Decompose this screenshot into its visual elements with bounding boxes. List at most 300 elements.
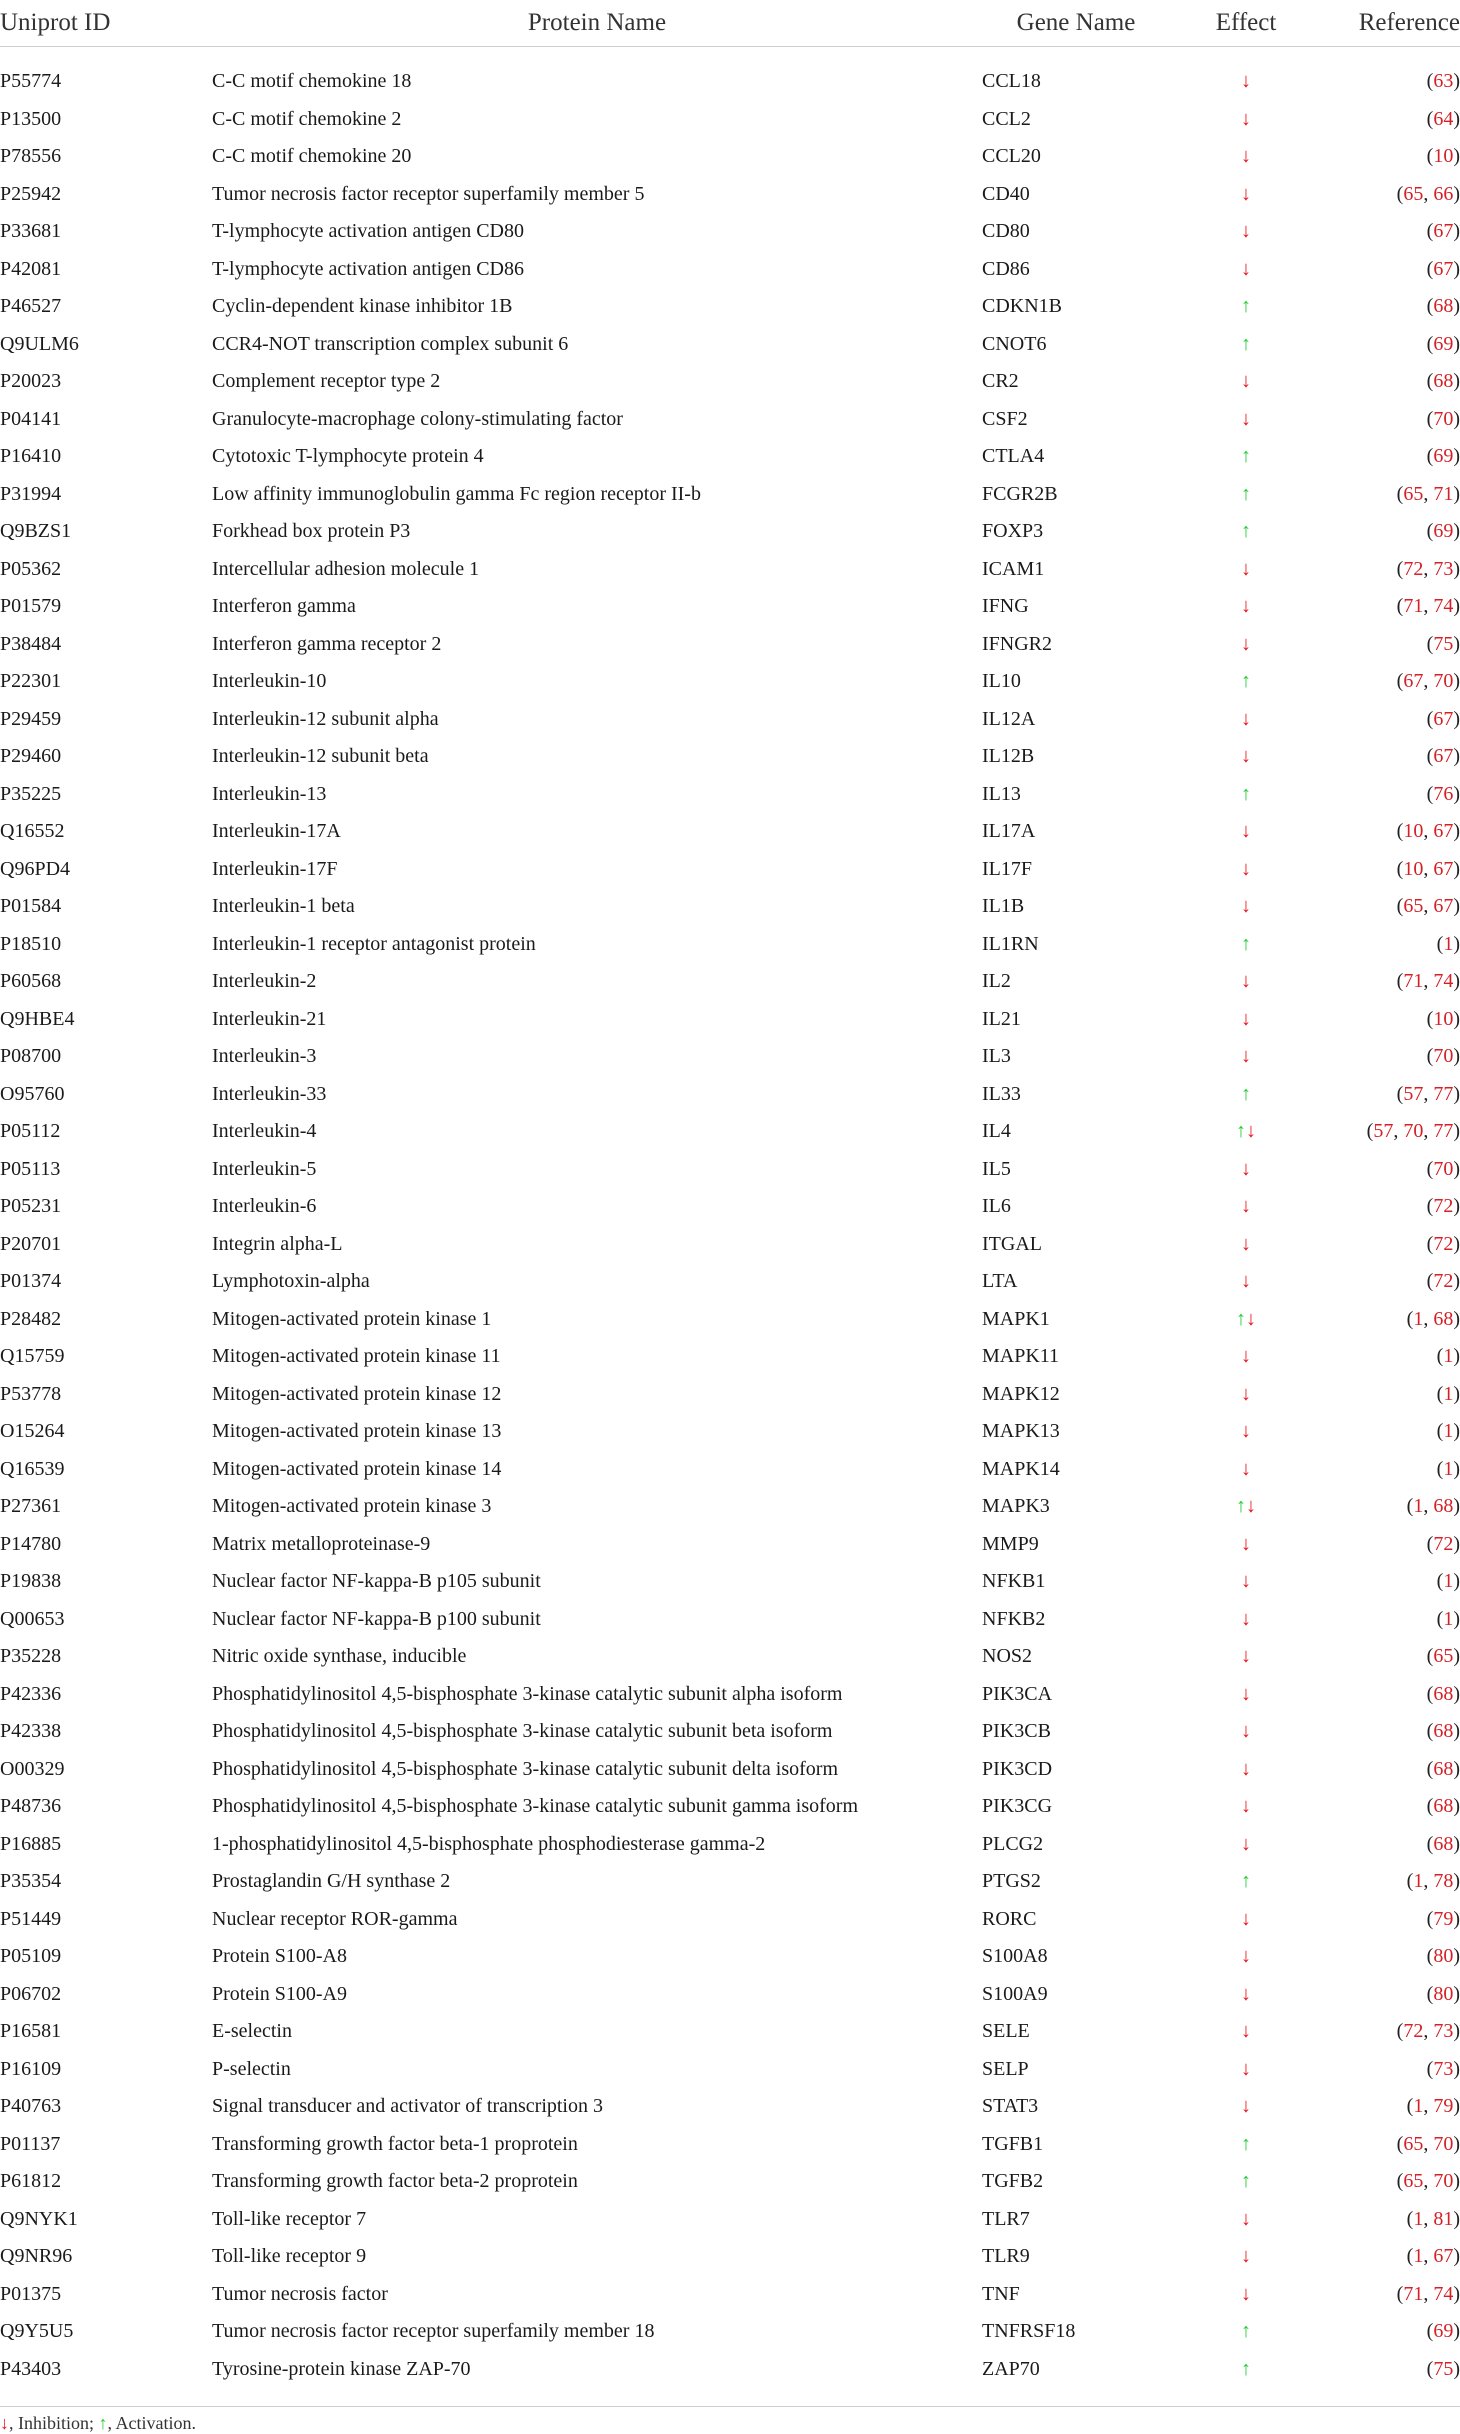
inhibition-arrow-icon: ↓ [1241, 595, 1251, 618]
gene-name-cell: CDKN1B [982, 295, 1063, 318]
inhibition-arrow-icon: ↓ [1241, 1232, 1251, 1255]
uniprot-id-cell: P16410 [0, 445, 62, 468]
reference-link[interactable]: 67 [1433, 857, 1454, 880]
uniprot-id-cell: P35228 [0, 1645, 62, 1668]
reference-cell: (69) [1426, 332, 1460, 355]
reference-link[interactable]: 78 [1433, 1870, 1454, 1893]
header-protein-name: Protein Name [212, 0, 982, 47]
gene-name-cell: MAPK12 [982, 1382, 1060, 1405]
effect-cell [1170, 2201, 1322, 2239]
gene-name-cell: IL3 [982, 1045, 1011, 1068]
reference-link[interactable]: 72 [1433, 1270, 1454, 1293]
reference-cell: (68) [1426, 295, 1460, 318]
table-row [0, 1788, 1460, 1826]
effect-cell [1170, 1301, 1322, 1339]
reference-cell: (65) [1426, 1645, 1460, 1668]
reference-link[interactable]: 71 [1403, 595, 1424, 618]
reference-link[interactable]: 57 [1373, 1120, 1394, 1143]
reference-link[interactable]: 68 [1433, 1682, 1454, 1705]
reference-link[interactable]: 70 [1433, 670, 1454, 693]
inhibition-label: , Inhibition; [9, 2413, 99, 2433]
reference-cell: (1, 68) [1406, 1495, 1460, 1518]
reference-link[interactable]: 65 [1403, 2170, 1424, 2193]
reference-link[interactable]: 1 [1443, 932, 1454, 955]
uniprot-id-cell: P51449 [0, 1907, 62, 1930]
inhibition-arrow-icon: ↓ [1241, 2282, 1251, 2305]
uniprot-id-cell: P01374 [0, 1270, 62, 1293]
uniprot-id-cell: P05109 [0, 1945, 62, 1968]
reference-link[interactable]: 73 [1433, 2057, 1454, 2080]
reference-link[interactable]: 1 [1443, 1382, 1454, 1405]
reference-cell: (76) [1426, 782, 1460, 805]
uniprot-id-cell: Q9NYK1 [0, 2207, 78, 2230]
effect-cell [1170, 926, 1322, 964]
table-row [0, 1901, 1460, 1939]
activation-arrow-icon: ↑ [1241, 332, 1251, 355]
reference-link[interactable]: 67 [1433, 895, 1454, 918]
inhibition-arrow-icon: ↓ [1241, 1720, 1251, 1743]
uniprot-id-cell: P42336 [0, 1682, 62, 1705]
gene-name-cell: MAPK13 [982, 1420, 1060, 1443]
table-row [0, 101, 1460, 139]
effect-cell [1170, 1901, 1322, 1939]
reference-link[interactable]: 65 [1433, 1645, 1454, 1668]
table-row [0, 738, 1460, 776]
uniprot-id-cell: P33681 [0, 220, 62, 243]
protein-name-cell: Phosphatidylinositol 4,5-bisphosphate 3-kinase catalytic subunit alpha isoform [212, 1682, 843, 1705]
gene-name-cell: IL21 [982, 1007, 1021, 1030]
uniprot-id-cell: P16581 [0, 2020, 62, 2043]
reference-link[interactable]: 79 [1433, 1907, 1454, 1930]
reference-link[interactable]: 68 [1433, 295, 1454, 318]
reference-link[interactable]: 71 [1433, 482, 1454, 505]
effect-cell [1170, 1188, 1322, 1226]
gene-name-cell: ICAM1 [982, 557, 1045, 580]
uniprot-id-cell: P40763 [0, 2095, 62, 2118]
uniprot-id-cell: P08700 [0, 1045, 62, 1068]
protein-name-cell: 1-phosphatidylinositol 4,5-bisphosphate phosphodiesterase gamma-2 [212, 1832, 766, 1855]
gene-name-cell: ITGAL [982, 1232, 1042, 1255]
activation-arrow-icon: ↑ [1241, 2357, 1251, 2380]
effect-cell [1170, 288, 1322, 326]
protein-name-cell: Tumor necrosis factor receptor superfamily member 5 [212, 182, 645, 205]
table-row [0, 1563, 1460, 1601]
table-row [0, 438, 1460, 476]
protein-name-cell: Interleukin-1 receptor antagonist protein [212, 932, 536, 955]
protein-name-cell: Interferon gamma receptor 2 [212, 632, 442, 655]
gene-name-cell: TGFB2 [982, 2170, 1044, 2193]
reference-link[interactable]: 1 [1413, 2095, 1424, 2118]
inhibition-arrow-icon: ↓ [1241, 1982, 1251, 2005]
inhibition-arrow-icon: ↓ [1241, 1945, 1251, 1968]
reference-cell: (72) [1426, 1532, 1460, 1555]
reference-cell: (1, 78) [1406, 1870, 1460, 1893]
uniprot-id-cell: P20701 [0, 1232, 62, 1255]
inhibition-arrow-icon: ↓ [1241, 745, 1251, 768]
gene-name-cell: LTA [982, 1270, 1018, 1293]
table-row [0, 2201, 1460, 2239]
table-row [0, 1226, 1460, 1264]
inhibition-arrow-icon: ↓ [1246, 1495, 1256, 1518]
activation-arrow-icon: ↑ [1236, 1307, 1246, 1330]
reference-link[interactable]: 1 [1413, 1495, 1424, 1518]
inhibition-arrow-icon: ↓ [1246, 1120, 1256, 1143]
reference-link[interactable]: 66 [1433, 182, 1454, 205]
uniprot-id-cell: P20023 [0, 370, 62, 393]
reference-link[interactable]: 65 [1403, 2132, 1424, 2155]
protein-name-cell: Cytotoxic T-lymphocyte protein 4 [212, 445, 484, 468]
reference-link[interactable]: 71 [1403, 2282, 1424, 2305]
gene-name-cell: TGFB1 [982, 2132, 1044, 2155]
effect-cell [1170, 1113, 1322, 1151]
reference-link[interactable]: 1 [1413, 1870, 1424, 1893]
effect-cell [1170, 1751, 1322, 1789]
table-row [0, 363, 1460, 401]
reference-cell: (64) [1426, 107, 1460, 130]
effect-cell [1170, 1001, 1322, 1039]
uniprot-id-cell: P42338 [0, 1720, 62, 1743]
inhibition-arrow-icon: ↓ [1241, 70, 1251, 93]
reference-link[interactable]: 70 [1433, 1045, 1454, 1068]
table-row [0, 176, 1460, 214]
effect-cell [1170, 663, 1322, 701]
inhibition-arrow-icon: ↓ [1241, 1907, 1251, 1930]
reference-link[interactable]: 68 [1433, 370, 1454, 393]
reference-link[interactable]: 67 [1433, 257, 1454, 280]
uniprot-id-cell: P01584 [0, 895, 62, 918]
effect-cell [1170, 1376, 1322, 1414]
reference-link[interactable]: 68 [1433, 1720, 1454, 1743]
effect-cell [1170, 1826, 1322, 1864]
inhibition-arrow-icon: ↓ [1241, 370, 1251, 393]
reference-link[interactable]: 1 [1413, 1307, 1424, 1330]
uniprot-id-cell: P35225 [0, 782, 62, 805]
uniprot-id-cell: P53778 [0, 1382, 62, 1405]
reference-cell: (72) [1426, 1232, 1460, 1255]
reference-cell: (73) [1426, 2057, 1460, 2080]
activation-arrow-icon: ↑ [1241, 520, 1251, 543]
reference-link[interactable]: 75 [1433, 2357, 1454, 2380]
reference-link[interactable]: 63 [1433, 70, 1454, 93]
uniprot-id-cell: Q9NR96 [0, 2245, 73, 2268]
table-header [0, 0, 1460, 47]
protein-name-cell: C-C motif chemokine 18 [212, 70, 412, 93]
protein-name-cell: Interleukin-12 subunit alpha [212, 707, 439, 730]
reference-link[interactable]: 10 [1403, 820, 1424, 843]
reference-link[interactable]: 67 [1433, 2245, 1454, 2268]
table-row [0, 1413, 1460, 1451]
uniprot-id-cell: P48736 [0, 1795, 62, 1818]
reference-cell: (10) [1426, 145, 1460, 168]
reference-cell: (68) [1426, 1832, 1460, 1855]
effect-cell [1170, 363, 1322, 401]
reference-link[interactable]: 10 [1433, 1007, 1454, 1030]
reference-link[interactable]: 80 [1433, 1982, 1454, 2005]
reference-link[interactable]: 10 [1403, 857, 1424, 880]
table-row [0, 1151, 1460, 1189]
inhibition-arrow-icon: ↓ [1241, 1532, 1251, 1555]
reference-link[interactable]: 73 [1433, 557, 1454, 580]
effect-cell [1170, 138, 1322, 176]
reference-cell: (63) [1426, 70, 1460, 93]
uniprot-id-cell: P16885 [0, 1832, 62, 1855]
reference-cell: (10, 67) [1396, 820, 1460, 843]
protein-name-cell: Phosphatidylinositol 4,5-bisphosphate 3-kinase catalytic subunit gamma isoform [212, 1795, 859, 1818]
reference-link[interactable]: 68 [1433, 1307, 1454, 1330]
reference-link[interactable]: 72 [1433, 1195, 1454, 1218]
reference-link[interactable]: 70 [1433, 1157, 1454, 1180]
reference-link[interactable]: 65 [1403, 182, 1424, 205]
reference-link[interactable]: 1 [1443, 1607, 1454, 1630]
reference-link[interactable]: 69 [1433, 332, 1454, 355]
activation-arrow-icon: ↑ [1241, 2320, 1251, 2343]
table-row [0, 1188, 1460, 1226]
gene-name-cell: CD40 [982, 182, 1030, 205]
reference-link[interactable]: 68 [1433, 1795, 1454, 1818]
reference-link[interactable]: 74 [1433, 970, 1454, 993]
uniprot-id-cell: P29460 [0, 745, 62, 768]
activation-arrow-icon: ↑ [1241, 482, 1251, 505]
reference-link[interactable]: 70 [1433, 407, 1454, 430]
reference-link[interactable]: 67 [1433, 745, 1454, 768]
reference-link[interactable]: 1 [1443, 1570, 1454, 1593]
reference-link[interactable]: 79 [1433, 2095, 1454, 2118]
reference-link[interactable]: 1 [1443, 1420, 1454, 1443]
effect-cell [1170, 701, 1322, 739]
protein-name-cell: Matrix metalloproteinase-9 [212, 1532, 431, 1555]
gene-name-cell: TLR9 [982, 2245, 1030, 2268]
reference-link[interactable]: 77 [1433, 1082, 1454, 1105]
reference-link[interactable]: 72 [1433, 1232, 1454, 1255]
activation-arrow-icon: ↑ [1241, 445, 1251, 468]
inhibition-arrow-icon: ↓ [1241, 820, 1251, 843]
gene-name-cell: CCL2 [982, 107, 1031, 130]
table-row [0, 813, 1460, 851]
gene-name-cell: PLCG2 [982, 1832, 1044, 1855]
protein-name-cell: Interleukin-6 [212, 1195, 317, 1218]
inhibition-arrow-icon: ↓ [1241, 1270, 1251, 1293]
protein-name-cell: Lymphotoxin-alpha [212, 1270, 370, 1293]
reference-cell: (68) [1426, 370, 1460, 393]
uniprot-id-cell: Q9BZS1 [0, 520, 72, 543]
reference-cell: (67) [1426, 220, 1460, 243]
reference-cell: (1) [1436, 1607, 1460, 1630]
protein-name-cell: Toll-like receptor 9 [212, 2245, 367, 2268]
table-row [0, 2051, 1460, 2089]
gene-name-cell: IL17A [982, 820, 1036, 843]
reference-link[interactable]: 65 [1403, 895, 1424, 918]
protein-name-cell: Mitogen-activated protein kinase 11 [212, 1345, 501, 1368]
uniprot-id-cell: P01137 [0, 2132, 61, 2155]
reference-link[interactable]: 10 [1433, 145, 1454, 168]
gene-name-cell: SELP [982, 2057, 1029, 2080]
inhibition-arrow-icon: ↓ [1241, 1645, 1251, 1668]
reference-cell: (80) [1426, 1945, 1460, 1968]
table-row [0, 2163, 1460, 2201]
uniprot-id-cell: Q96PD4 [0, 857, 71, 880]
protein-name-cell: Interleukin-1 beta [212, 895, 355, 918]
uniprot-id-cell: P04141 [0, 407, 62, 430]
effect-cell [1170, 1563, 1322, 1601]
table-row [0, 1076, 1460, 1114]
reference-link[interactable]: 75 [1433, 632, 1454, 655]
reference-link[interactable]: 70 [1433, 2170, 1454, 2193]
reference-link[interactable]: 1 [1413, 2207, 1424, 2230]
inhibition-arrow-icon: ↓ [1241, 1382, 1251, 1405]
reference-link[interactable]: 73 [1433, 2020, 1454, 2043]
inhibition-arrow-icon: ↓ [1241, 1345, 1251, 1368]
reference-link[interactable]: 71 [1403, 970, 1424, 993]
table-row [0, 1601, 1460, 1639]
reference-cell: (65, 67) [1396, 895, 1460, 918]
table-body [0, 47, 1460, 2389]
gene-name-cell: IL10 [982, 670, 1021, 693]
table-row [0, 1451, 1460, 1489]
reference-link[interactable]: 69 [1433, 2320, 1454, 2343]
table-row [0, 1526, 1460, 1564]
reference-cell: (67) [1426, 707, 1460, 730]
gene-name-cell: CTLA4 [982, 445, 1045, 468]
protein-name-cell: T-lymphocyte activation antigen CD80 [212, 220, 524, 243]
uniprot-id-cell: Q16552 [0, 820, 65, 843]
reference-link[interactable]: 69 [1433, 520, 1454, 543]
protein-name-cell: Protein S100-A9 [212, 1982, 347, 2005]
reference-link[interactable]: 67 [1433, 220, 1454, 243]
effect-cell [1170, 1526, 1322, 1564]
reference-link[interactable]: 68 [1433, 1495, 1454, 1518]
reference-link[interactable]: 67 [1403, 670, 1424, 693]
effect-cell [1170, 1713, 1322, 1751]
uniprot-id-cell: Q9Y5U5 [0, 2320, 74, 2343]
protein-name-cell: Tumor necrosis factor receptor superfamily member 18 [212, 2320, 655, 2343]
reference-link[interactable]: 77 [1433, 1120, 1454, 1143]
gene-name-cell: CR2 [982, 370, 1019, 393]
table-row [0, 2238, 1460, 2276]
reference-cell: (70) [1426, 1157, 1460, 1180]
reference-link[interactable]: 1 [1443, 1457, 1454, 1480]
gene-name-cell: MAPK14 [982, 1457, 1060, 1480]
table-row [0, 851, 1460, 889]
reference-link[interactable]: 80 [1433, 1945, 1454, 1968]
inhibition-arrow-icon: ↓ [1241, 1195, 1251, 1218]
table-row [0, 1038, 1460, 1076]
reference-link[interactable]: 67 [1433, 707, 1454, 730]
effect-cell [1170, 2313, 1322, 2351]
gene-name-cell: RORC [982, 1907, 1037, 1930]
gene-name-cell: IFNGR2 [982, 632, 1053, 655]
reference-link[interactable]: 1 [1413, 2245, 1424, 2268]
header-uniprot-id: Uniprot ID [0, 0, 212, 47]
protein-name-cell: Interleukin-13 [212, 782, 327, 805]
activation-label: , Activation. [107, 2413, 196, 2433]
reference-cell: (10) [1426, 1007, 1460, 1030]
reference-link[interactable]: 68 [1433, 1757, 1454, 1780]
reference-link[interactable]: 57 [1403, 1082, 1424, 1105]
protein-name-cell: Protein S100-A8 [212, 1945, 347, 1968]
header-gene-name: Gene Name [982, 0, 1170, 47]
reference-link[interactable]: 64 [1433, 107, 1454, 130]
effect-cell [1170, 626, 1322, 664]
inhibition-arrow-icon: ↓ [1241, 632, 1251, 655]
protein-name-cell: Tumor necrosis factor [212, 2282, 388, 2305]
reference-link[interactable]: 69 [1433, 445, 1454, 468]
effect-cell [1170, 2126, 1322, 2164]
effect-cell [1170, 2351, 1322, 2389]
reference-link[interactable]: 1 [1443, 1345, 1454, 1368]
protein-name-cell: Mitogen-activated protein kinase 13 [212, 1420, 502, 1443]
effect-cell [1170, 213, 1322, 251]
gene-name-cell: IL13 [982, 782, 1021, 805]
effect-cell [1170, 1638, 1322, 1676]
table-row [0, 776, 1460, 814]
effect-cell [1170, 513, 1322, 551]
reference-link[interactable]: 65 [1403, 482, 1424, 505]
effect-cell [1170, 1413, 1322, 1451]
reference-cell: (71, 74) [1396, 595, 1460, 618]
reference-cell: (65, 70) [1396, 2170, 1460, 2193]
reference-link[interactable]: 81 [1433, 2207, 1454, 2230]
reference-link[interactable]: 67 [1433, 820, 1454, 843]
reference-cell: (75) [1426, 632, 1460, 655]
table-row [0, 626, 1460, 664]
protein-name-cell: C-C motif chemokine 2 [212, 107, 402, 130]
gene-name-cell: TNFRSF18 [982, 2320, 1076, 2343]
reference-link[interactable]: 74 [1433, 595, 1454, 618]
inhibition-arrow-icon: ↓ [1241, 895, 1251, 918]
reference-cell: (1) [1436, 932, 1460, 955]
table-row [0, 588, 1460, 626]
reference-link[interactable]: 72 [1433, 1532, 1454, 1555]
protein-name-cell: Interleukin-4 [212, 1120, 317, 1143]
uniprot-id-cell: O15264 [0, 1420, 65, 1443]
effect-cell [1170, 1338, 1322, 1376]
inhibition-arrow-icon: ↓ [1241, 1570, 1251, 1593]
reference-link[interactable]: 74 [1433, 2282, 1454, 2305]
uniprot-id-cell: P01375 [0, 2282, 62, 2305]
reference-link[interactable]: 70 [1403, 1120, 1424, 1143]
table-footnote [0, 2406, 1460, 2434]
protein-name-cell: Cyclin-dependent kinase inhibitor 1B [212, 295, 513, 318]
inhibition-arrow-icon: ↓ [1241, 2020, 1251, 2043]
reference-link[interactable]: 68 [1433, 1832, 1454, 1855]
effect-cell [1170, 2276, 1322, 2314]
uniprot-id-cell: P13500 [0, 107, 62, 130]
protein-name-cell: Nuclear receptor ROR-gamma [212, 1907, 458, 1930]
uniprot-id-cell: Q9HBE4 [0, 1007, 75, 1030]
table-row [0, 551, 1460, 589]
inhibition-arrow-icon: ↓ [1241, 1045, 1251, 1068]
table-row [0, 888, 1460, 926]
reference-link[interactable]: 76 [1433, 782, 1454, 805]
effect-cell [1170, 551, 1322, 589]
reference-link[interactable]: 72 [1403, 2020, 1424, 2043]
reference-cell: (72) [1426, 1195, 1460, 1218]
reference-cell: (1) [1436, 1345, 1460, 1368]
gene-name-cell: NFKB1 [982, 1570, 1046, 1593]
reference-link[interactable]: 72 [1403, 557, 1424, 580]
activation-arrow-icon: ↑ [1236, 1495, 1246, 1518]
reference-cell: (72, 73) [1396, 2020, 1460, 2043]
uniprot-id-cell: P28482 [0, 1307, 62, 1330]
reference-cell: (79) [1426, 1907, 1460, 1930]
protein-name-cell: Interleukin-5 [212, 1157, 317, 1180]
table-row [0, 2313, 1460, 2351]
inhibition-arrow-icon: ↓ [1246, 1307, 1256, 1330]
effect-cell [1170, 63, 1322, 101]
reference-link[interactable]: 70 [1433, 2132, 1454, 2155]
reference-cell: (67) [1426, 257, 1460, 280]
gene-name-cell: PIK3CA [982, 1682, 1053, 1705]
